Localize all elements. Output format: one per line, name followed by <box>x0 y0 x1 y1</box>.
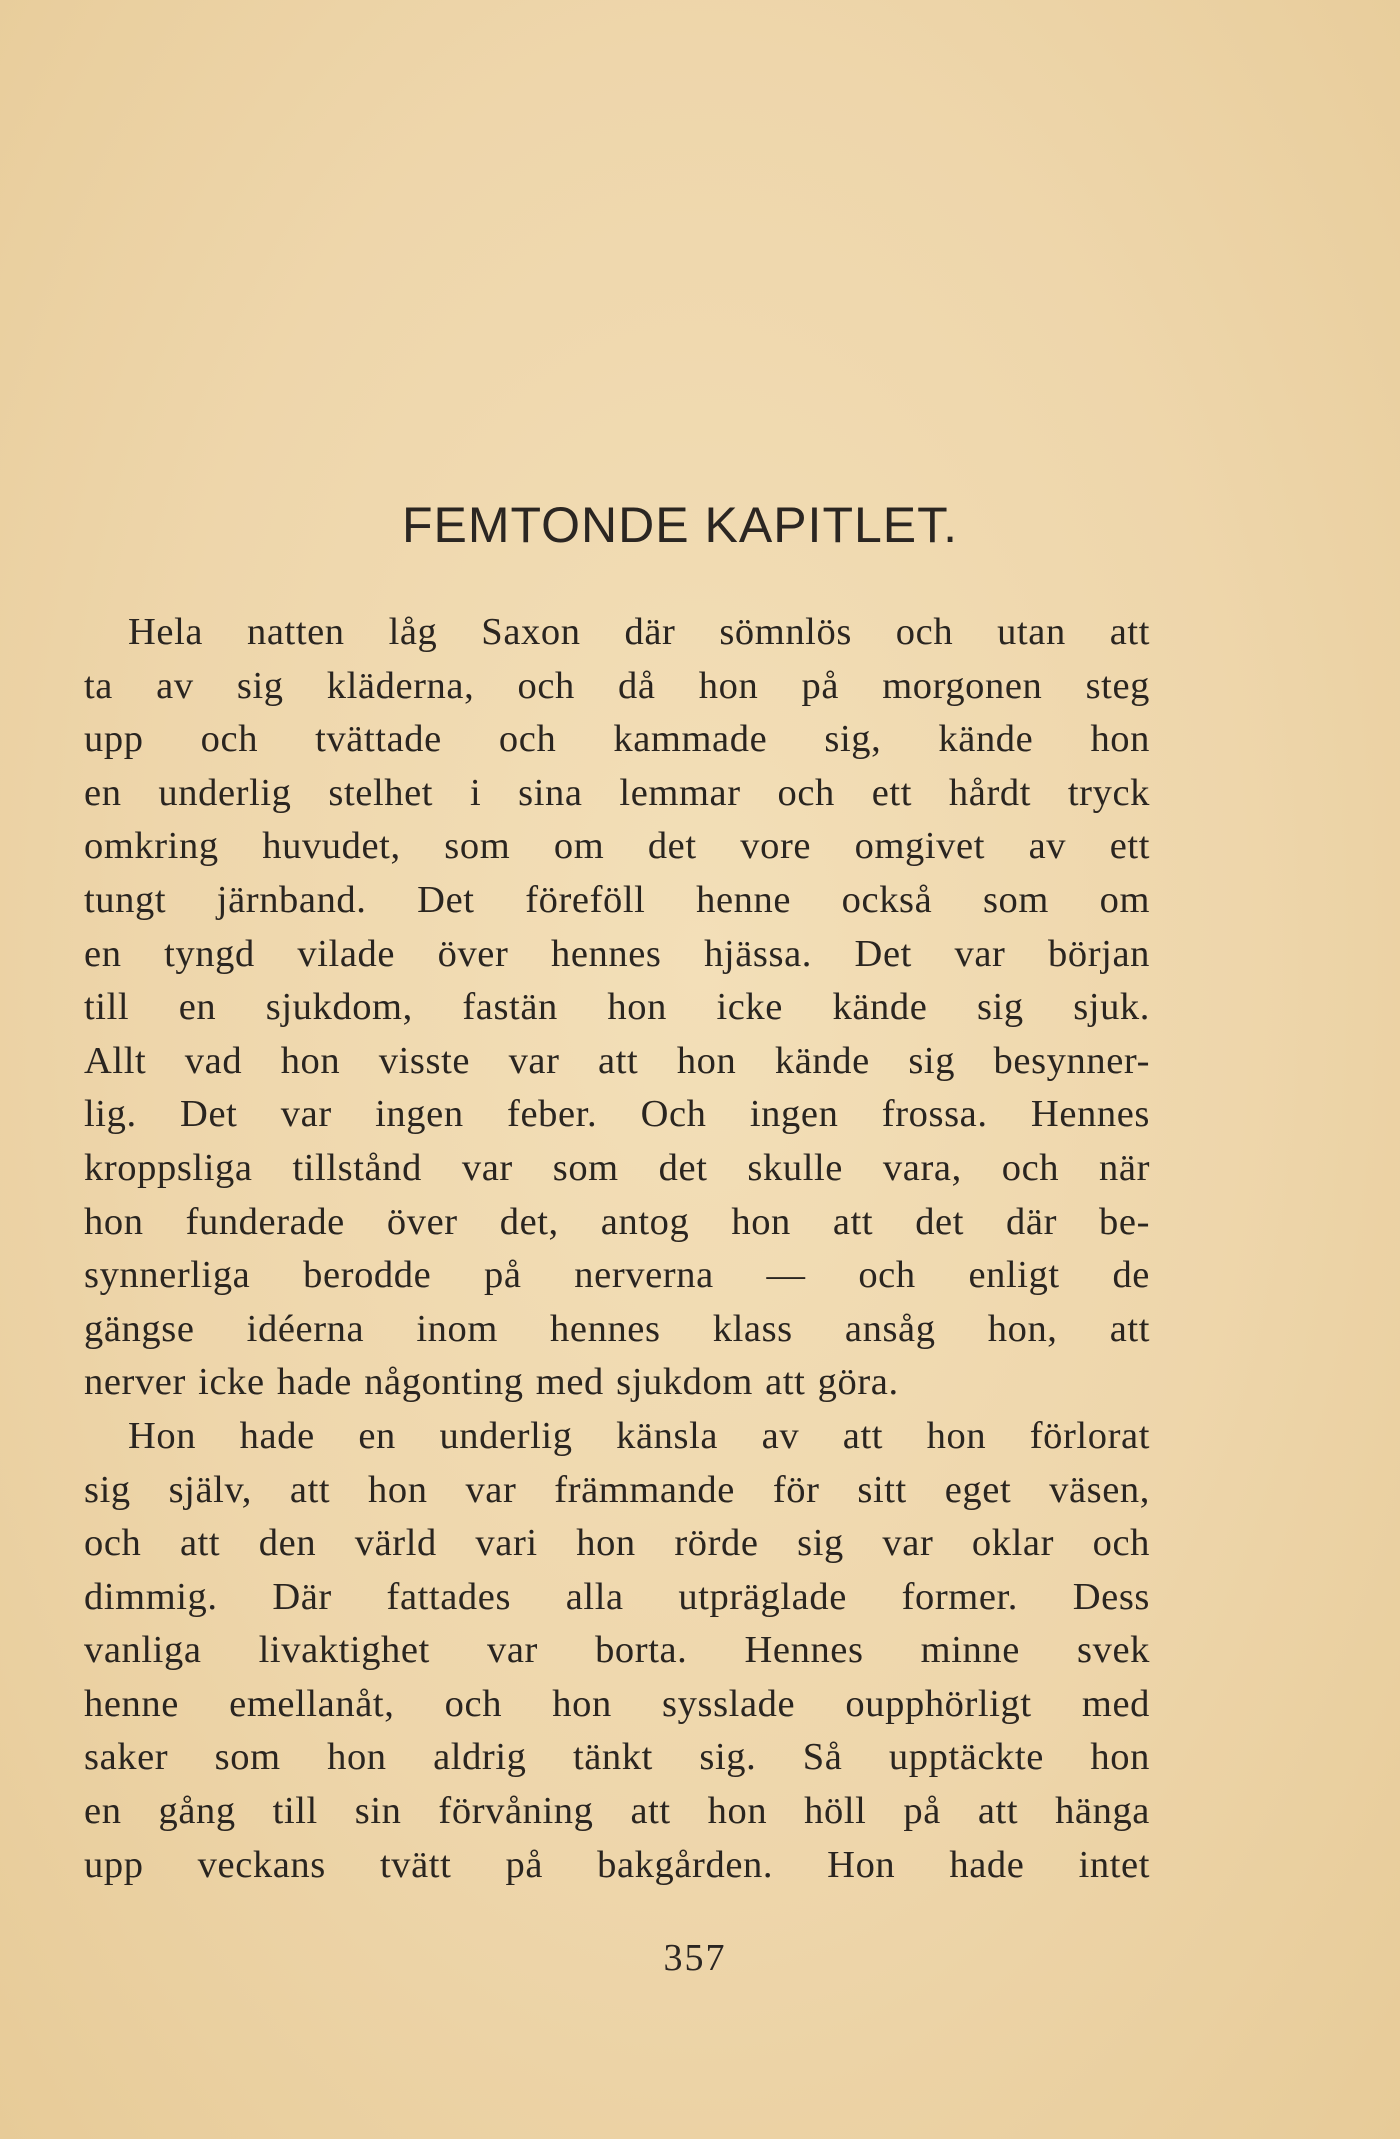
text-line: gängse idéerna inom hennes klass ansåg hon, att <box>84 1307 1150 1350</box>
text-line: tungt järnband. Det föreföll henne också som om <box>84 878 1150 921</box>
text-line: Hela natten låg Saxon där sömnlös och utan att <box>128 611 1150 653</box>
text-line: Hon hade en underlig känsla av att hon förlorat <box>128 1414 1150 1457</box>
text-line: en underlig stelhet i sina lemmar och ett hårdt tryck <box>84 771 1150 814</box>
text-line: saker som hon aldrig tänkt sig. Så upptäckte hon <box>84 1736 1150 1779</box>
text-line: ta av sig kläderna, och då hon på morgonen steg <box>84 664 1150 707</box>
text-line: kroppsliga tillstånd var som det skulle vara, och när <box>84 1146 1150 1189</box>
text-line: vanliga livaktighet var borta. Hennes minne svek <box>84 1629 1150 1672</box>
chapter-title: FEMTONDE KAPITLET. <box>401 497 959 553</box>
text-line: en tyngd vilade över hennes hjässa. Det var början <box>84 932 1150 975</box>
text-line: till en sjukdom, fastän hon icke kände sig sjuk. <box>84 986 1150 1029</box>
body-text <box>84 606 1150 1892</box>
page-number: 357 <box>663 1937 727 1979</box>
text-line: och att den värld vari hon rörde sig var oklar och <box>84 1522 1150 1565</box>
text-line: lig. Det var ingen feber. Och ingen frossa. Hennes <box>84 1093 1150 1136</box>
text-line: upp och tvättade och kammade sig, kände hon <box>84 718 1150 761</box>
text-line: nerver icke hade någonting med sjukdom att göra. <box>84 1361 899 1404</box>
text-line: Allt vad hon visste var att hon kände sig besynner- <box>84 1039 1150 1082</box>
text-line: synnerliga berodde på nerverna — och enligt de <box>84 1254 1150 1297</box>
text-line: dimmig. Där fattades alla utpräglade former. Dess <box>84 1575 1150 1618</box>
text-line: upp veckans tvätt på bakgården. Hon hade intet <box>84 1843 1150 1886</box>
text-line: omkring huvudet, som om det vore omgivet av ett <box>84 825 1150 868</box>
text-line: henne emellanåt, och hon sysslade oupphörligt med <box>84 1682 1150 1725</box>
text-line: sig själv, att hon var främmande för sitt eget väsen, <box>84 1468 1150 1511</box>
text-line: en gång till sin förvåning att hon höll på att hänga <box>84 1790 1150 1833</box>
text-line: hon funderade över det, antog hon att det där be- <box>84 1200 1150 1243</box>
